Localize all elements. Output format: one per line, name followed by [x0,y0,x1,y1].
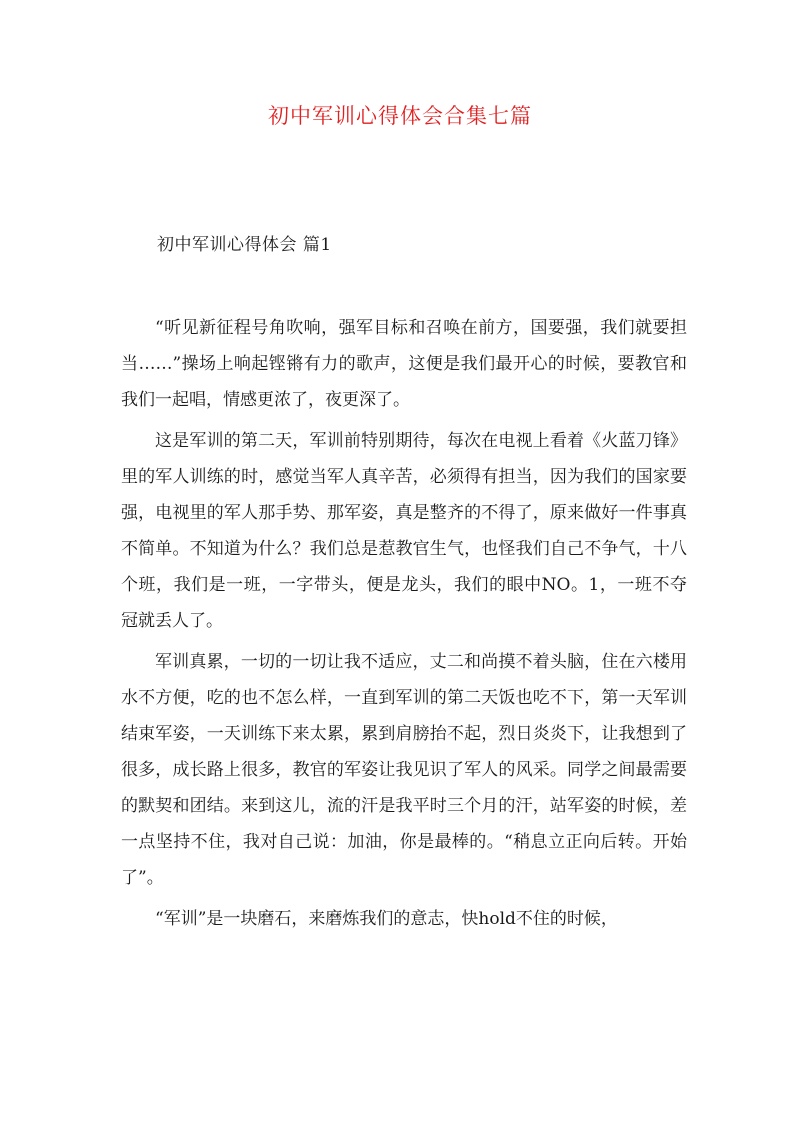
paragraph-4: “军训”是一块磨石，来磨炼我们的意志，快hold不住的时候， [155,909,618,929]
document-body [121,310,687,942]
document-title: 初中军训心得体会合集七篇 [268,104,532,128]
section-heading: 初中军训心得体会 篇1 [157,235,332,255]
paragraph-1: “听见新征程号角吹响，强军目标和召唤在前方，国要强，我们就要担当……”操场上响起铿锵有力的歌声，这便是我们最开心的时候，要教官和我们一起唱，情感更浓了，夜更深了。 [121,318,687,410]
paragraph-3: 军训真累，一切的一切让我不适应，丈二和尚摸不着头脑，住在六楼用水不方便，吃的也不怎么样，一直到军训的第二天饭也吃不下，第一天军训结束军姿，一天训练下来太累，累到肩膀抬不起，烈日炎炎下，让我想到了很多，成长路上很多，教官的军姿让我见识了军人的风采。同学之间最需要的默契和团结。来到这儿，流的汗是我平时三个月的汗，站军姿的时候，差一点坚持不住，我对自己说：加油，你是最棒的。“稍息立正向后转。开始了”。 [121,652,687,888]
paragraph-2: 这是军训的第二天，军训前特别期待，每次在电视上看着《火蓝刀锋》里的军人训练的时，感觉当军人真辛苦，必须得有担当，因为我们的国家要强，电视里的军人那手势、那军姿，真是整齐的不得了，原来做好一件事真不简单。不知道为什么？我们总是惹教官生气，也怪我们自己不争气，十八个班，我们是一班，一字带头，便是龙头，我们的眼中NO。1，一班不夺冠就丢人了。 [121,431,687,631]
